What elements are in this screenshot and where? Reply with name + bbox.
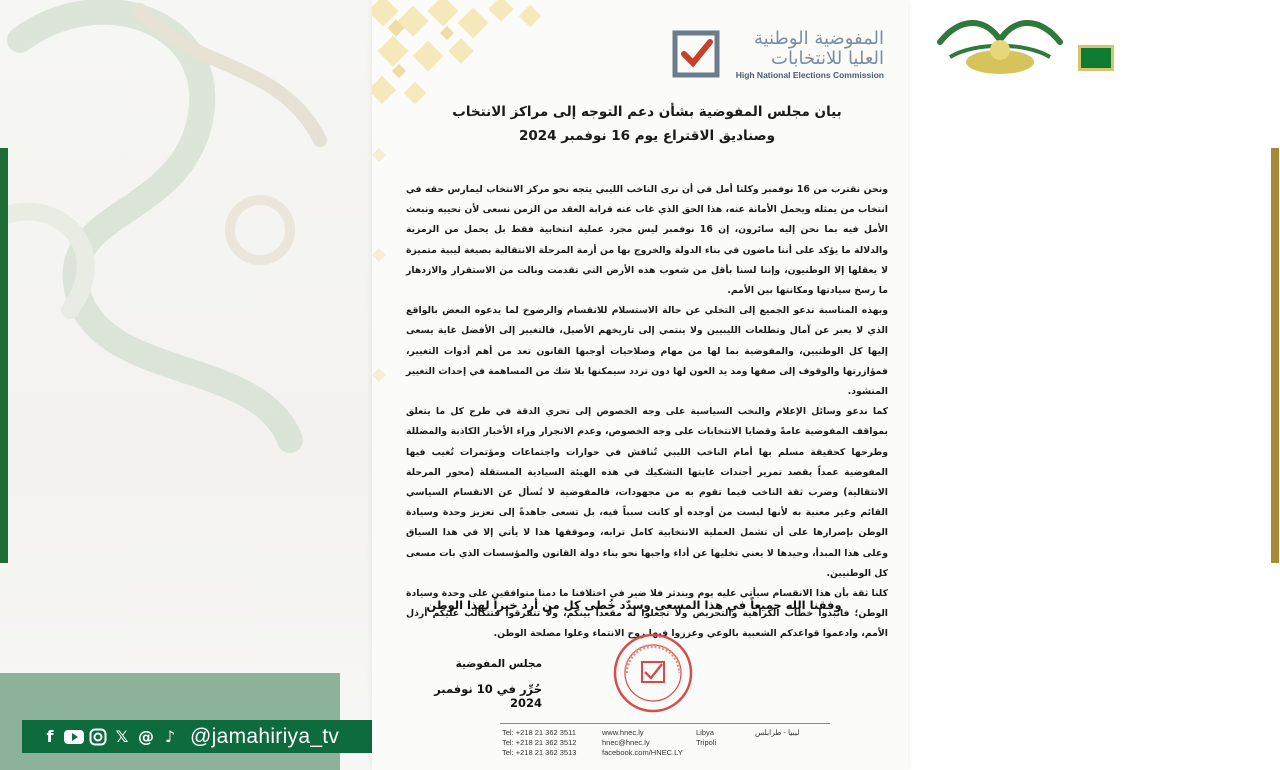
closing-line: وفقنا الله جميعاً في هذا المسعى وسدّد خُطى كل من أرد خيراً لهذا الوطن bbox=[426, 598, 842, 612]
footer-tel-2: Tel: +218 21 362 3512 bbox=[502, 738, 577, 747]
issue-date: حُرِّر في 10 نوفمبر 2024 bbox=[434, 682, 542, 710]
calligraphy-watermark bbox=[0, 0, 372, 500]
document-title-line2: وصناديق الاقتراع يوم 16 نوفمبر 2024 bbox=[518, 128, 776, 144]
x-icon: 𝕏 bbox=[115, 727, 129, 746]
instagram-icon bbox=[88, 727, 108, 747]
footer-web: www.hnec.ly bbox=[602, 728, 644, 737]
paragraph-2: وبهذه المناسبة ندعو الجميع إلى التخلي عن حالة الاستسلام للانقسام والرضوخ لما يدعوه البعض بالواقع الذي لا يعبر عن آمال وتطلعات الليبيين ولا ينتمي إلى تاريخهم الأصيل، فالتغيير إلى الأفضل غاية يسعى إليها كل الوطنيين، والمفوضية بما لها من مهام وصلاحيات أوجبها القانون تعد من أهم أدوات التغيير، فمؤازرتها والوقوف إلى صفها ومد يد العون لها دون تردد سيمكنها بلا شك من المساهمة في إحداث التغيير المنشود. bbox=[406, 305, 888, 398]
footer-tel-1: Tel: +218 21 362 3511 bbox=[502, 728, 576, 737]
channel-logo bbox=[930, 12, 1070, 76]
paragraph-3: كما ندعو وسائل الإعلام والنخب السياسية على وجه الخصوص إلى تحري الدقة في طرح كل ما يتعلق بمواقف المفوضية عامةً وقضايا الانتخابات على وجه الخصوص، وعدم الانجرار وراء الأخبار الكاذبة والمضللة وطرحها كحقيقة مسلم بها أمام الناخب الليبي تُناقش في حوارات واجتماعات ومؤتمرات تُغيب فيها المفوضية عمداً بقصد تمرير أجندات غايتها التشكيك في هذه الهيئة السيادية المستقلة (محور المرحلة الانتقالية) وضرب ثقة الناخب فيما تقوم به من مجهودات، فالمفوضية لا تُسأل عن الانقسام السياسي القائم وغير معنية به لأنها ليست من أوجده أو كانت سبباً فيه، بل تسعى جاهدةً إلى تعزيز وحدة وسيادة الوطن بإصرارها على أن تشمل العملية الانتخابية كامل ترابه، وموقفها هذا لا يأتي إلا في هذا السياق وعلى هذا المبدأ، وحيدها لا يعني تخليها عن أداء واجبها نحو بناء دولة القانون والمؤسسات الذي بات مسعى كل الوطنيين. bbox=[406, 406, 888, 579]
footer-country: Libya bbox=[696, 728, 714, 737]
official-stamp bbox=[612, 632, 694, 714]
signature-council: مجلس المفوضية bbox=[455, 658, 542, 670]
footer-city: Tripoli bbox=[696, 738, 717, 747]
social-handle: @jamahiriya_tv bbox=[190, 724, 340, 748]
paragraph-4: كلنا ثقة بأن هذا الانقسام سيأتي عليه يوم ويندثر فلا ضير في اختلافنا ما دمنا متوافقين على وحدة وسيادة الوطن؛ فانبذوا خطاب الكراهية والتحريض ولا تجعلوا له مقعداً بينكم، ولا تتفرقوا فتتكالب عليكم أرذل الأمم، وادعموا قواعدكم الشعبية بالوعي وعززوا فيها روح الانتماء وعلوا مصلحة الوطن. bbox=[406, 588, 888, 640]
facebook-icon: f bbox=[46, 727, 54, 746]
paragraph-1: ونحن نقترب من 16 نوفمبر وكلنا أمل في أن نرى الناخب الليبي يتجه نحو مركز الانتخاب ليمارس حقه في انتخاب من يمثله ويحمل الأمانة عنه، هذا الحق الذي غاب عنه قرابة العقد من الزمن نسعى لأن نحييه ونبعث الأمل فيه بما نحن إليه سائرون، إن 16 نوفمبر ليس مجرد عملية انتخابية فقط بل يحمل من الرمزية والدلالة ما يؤكد على أننا ماضون في بناء الدولة والخروج بها من أزمة المرحلة الانتقالية بصيغة ليبية متميزة لا يعقلها إلا الوطنيون، وإننا لسنا بأقل من شعوب هذه الأرض التي تقدمت ونالت من الاستقرار والازدهار ما رسخ سيادتها ومكانتها بين الأمم. bbox=[406, 184, 888, 297]
hnec-logo bbox=[672, 28, 884, 82]
left-background-pattern bbox=[0, 0, 372, 770]
tiktok-icon: ♪ bbox=[164, 727, 176, 746]
youtube-icon bbox=[64, 727, 84, 747]
footer-city-ar: ليبيا - طرابلس bbox=[755, 728, 800, 737]
right-accent-bar bbox=[1271, 148, 1279, 563]
edge-decoration bbox=[372, 130, 392, 580]
left-accent-bar bbox=[0, 148, 8, 563]
statement-body bbox=[406, 180, 888, 645]
channel-badge bbox=[1078, 45, 1114, 71]
letterhead-footer bbox=[500, 728, 860, 762]
ballot-check-icon bbox=[672, 30, 720, 78]
footer-tel-3: Tel: +218 21 362 3513 bbox=[502, 748, 577, 757]
org-name-ar-line1: المفوضية الوطنية bbox=[753, 28, 884, 49]
footer-divider bbox=[500, 723, 830, 724]
document-title-line1: بيان مجلس المفوضية بشأن دعم التوجه إلى مراكز الانتخاب bbox=[452, 104, 842, 120]
statement-document bbox=[372, 0, 908, 770]
org-name-ar-line2: العليا للانتخابات bbox=[771, 48, 884, 69]
social-bar bbox=[22, 720, 407, 753]
org-name-en: High National Elections Commission bbox=[735, 70, 884, 80]
footer-facebook: facebook.com/HNEC.LY bbox=[602, 748, 683, 757]
footer-email: hnec@hnec.ly bbox=[602, 738, 650, 747]
threads-icon: @ bbox=[138, 727, 154, 746]
